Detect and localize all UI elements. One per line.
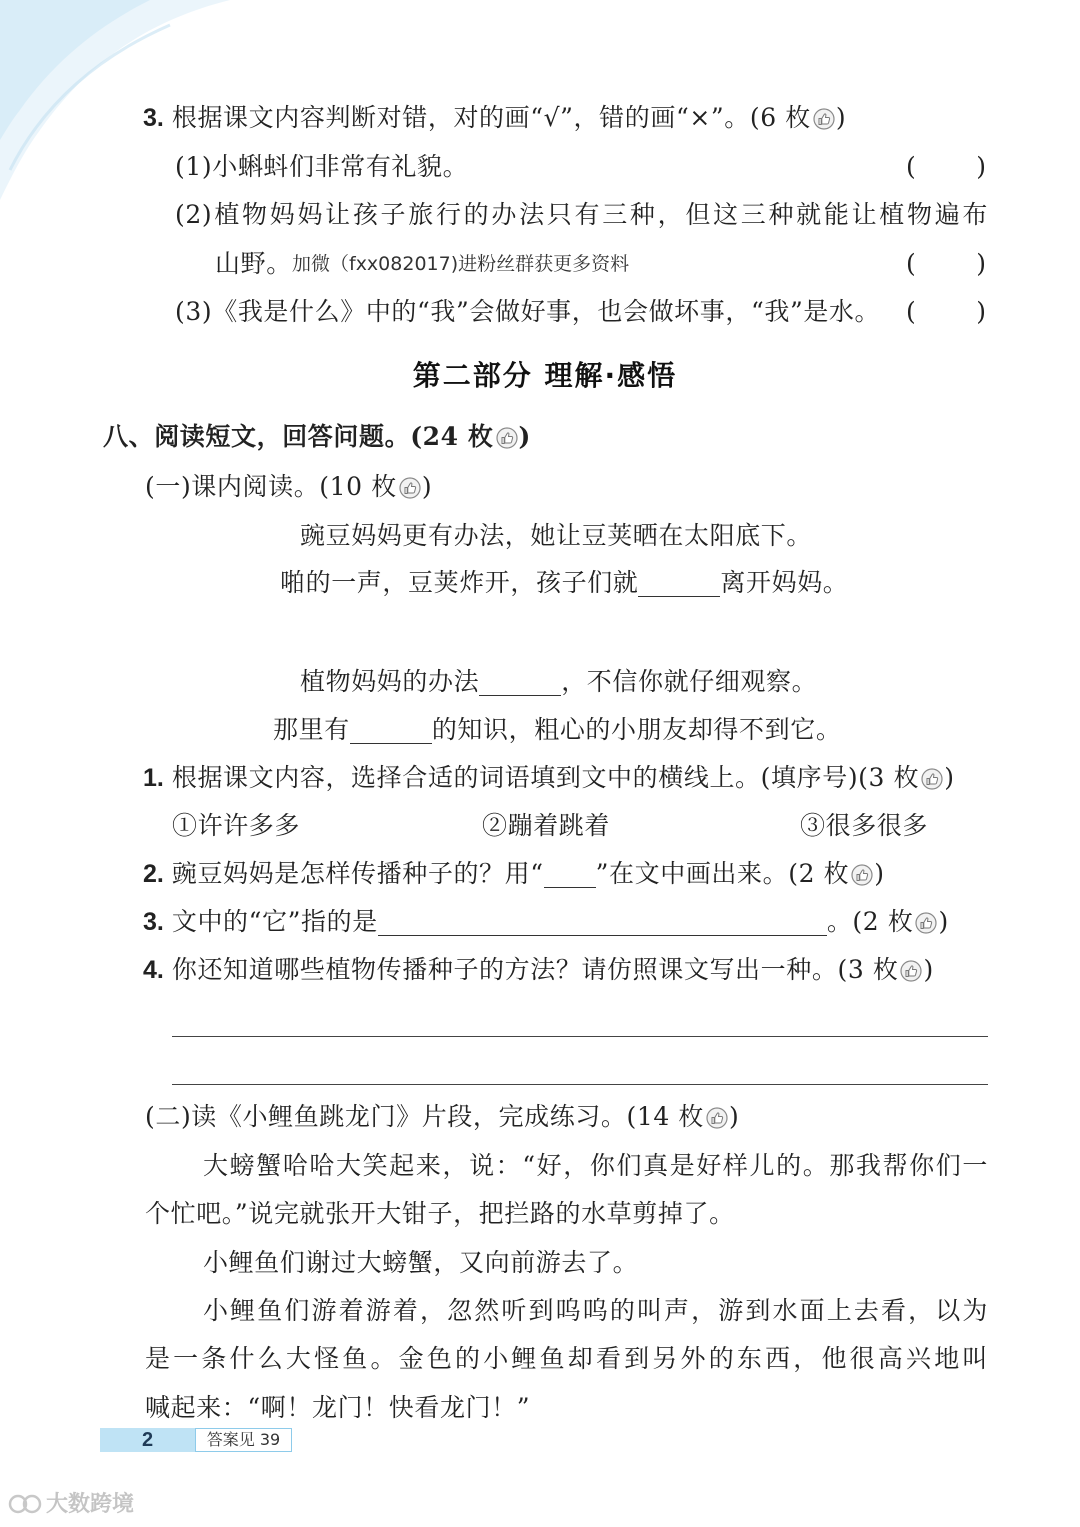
fill-blank [350,721,432,744]
thumbs-up-icon [496,427,518,449]
fill-blank [544,865,596,888]
question-number: 1. [143,764,164,792]
question-1 [143,761,955,795]
answer-reference: 答案见 39 [195,1428,292,1452]
thumbs-up-icon [399,477,421,499]
thumbs-up-icon [851,864,873,886]
fill-blank [378,913,827,936]
thumbs-up-icon [915,912,937,934]
poem-text: 离开妈妈。 [720,568,849,597]
fill-blank [479,673,561,696]
judge-item-1 [175,150,468,184]
watermark-logo-icon [8,1492,42,1516]
reading2-title-text: (二)读《小鲤鱼跳龙门》片段，完成练习。(14 枚 [145,1102,705,1131]
poem-text: ，不信你就仔细观察。 [561,667,818,696]
poem-text: 豌豆妈妈更有办法，她让豆荚晒在太阳底下。 [300,521,813,550]
answer-paren: ( ) [906,152,986,181]
watermark-text: 大数跨境 [46,1492,135,1517]
question-text: 文中的“它”指的是 [171,907,378,936]
option-3: ③很多很多 [800,811,929,840]
thumbs-up-icon [813,108,835,130]
option-2: ②蹦着跳着 [482,811,611,840]
page-number: 2 [100,1428,195,1452]
section-heading [103,420,531,454]
option-1: ①许许多多 [172,811,301,840]
poem-line-4 [273,713,841,747]
poem-text: 那里有 [273,715,350,744]
reading1-title-text: (一)课内阅读。(10 枚 [145,472,397,501]
passage-line-5: 是一条什么大怪鱼。金色的小鲤鱼却看到另外的东西，他很高兴地叫 [145,1344,988,1373]
judge-item-text: (1)小蝌蚪们非常有礼貌。 [175,152,469,181]
judge-item-text-cont: 山野。 [215,249,292,278]
poem-line-1 [300,519,812,553]
question-text: 根据课文内容判断对错，对的画“√”，错的画“×”。(6 枚 [171,103,811,132]
answer-paren: ( ) [906,249,986,278]
judge-item-text: (3)《我是什么》中的“我”会做好事，也会做坏事，“我”是水。 [175,297,881,326]
question-text: ”在文中画出来。(2 枚 [595,859,850,888]
passage-line-2: 个忙吧。”说完就张开大钳子，把拦路的水草剪掉了。 [145,1199,735,1228]
score-close: ) [518,422,531,451]
part-title: 第二部分 理解·感悟 [412,359,678,392]
judge-item-3 [175,295,880,329]
poem-text: 植物妈妈的办法 [300,667,480,696]
question-number: 3. [143,908,164,936]
question-4 [143,953,934,987]
passage-line-3: 小鲤鱼们谢过大螃蟹，又向前游去了。 [203,1248,639,1277]
poem-line-3 [300,665,817,699]
score-close: ) [938,907,949,936]
judge-item-2 [175,198,988,232]
poem-line-2 [280,566,848,600]
thumbs-up-icon [706,1107,728,1129]
promo-note: 加微（fxx082017)进粉丝群获更多资料 [292,253,630,275]
question-number: 2. [143,860,164,888]
reading2-title [145,1100,739,1134]
score-close: ) [874,859,885,888]
score-close: ) [944,763,955,792]
watermark [8,1490,134,1520]
question-3 [143,905,949,939]
judge-question [143,101,846,135]
passage-line-4: 小鲤鱼们游着游着，忽然听到呜呜的叫声，游到水面上去看，以为 [203,1296,988,1325]
reading1-title [145,470,432,504]
question-2 [143,857,885,891]
score-close: ) [421,472,433,501]
poem-text: 的知识，粗心的小朋友却得不到它。 [431,715,842,744]
question-number: 4. [143,956,164,984]
judge-item-2-cont [215,247,292,281]
answer-paren: ( ) [906,297,986,326]
poem-text: 啪的一声，豆荚炸开，孩子们就 [280,568,639,597]
question-text: 豌豆妈妈是怎样传播种子的？用“ [171,859,544,888]
fill-blank [638,574,720,597]
judge-item-text: (2)植物妈妈让孩子旅行的办法只有三种，但这三种就能让植物遍布 [175,200,988,229]
answer-line-1 [172,1036,988,1037]
section-heading-text: 八、阅读短文，回答问题。(24 枚 [103,422,494,451]
passage-line-6: 喊起来：“啊！龙门！快看龙门！” [145,1393,531,1422]
thumbs-up-icon [921,768,943,790]
thumbs-up-icon [900,960,922,982]
score-close: ) [835,103,847,132]
question-text: 你还知道哪些植物传播种子的方法？请仿照课文写出一种。(3 枚 [171,955,899,984]
question-text: 根据课文内容，选择合适的词语填到文中的横线上。(填序号)(3 枚 [171,763,920,792]
question-text: 。(2 枚 [826,907,914,936]
score-close: ) [923,955,934,984]
score-close: ) [729,1102,740,1131]
answer-line-2 [172,1084,988,1085]
question-number: 3. [143,104,164,132]
passage-line-1: 大螃蟹哈哈大笑起来，说：“好，你们真是好样儿的。那我帮你们一 [203,1151,988,1180]
